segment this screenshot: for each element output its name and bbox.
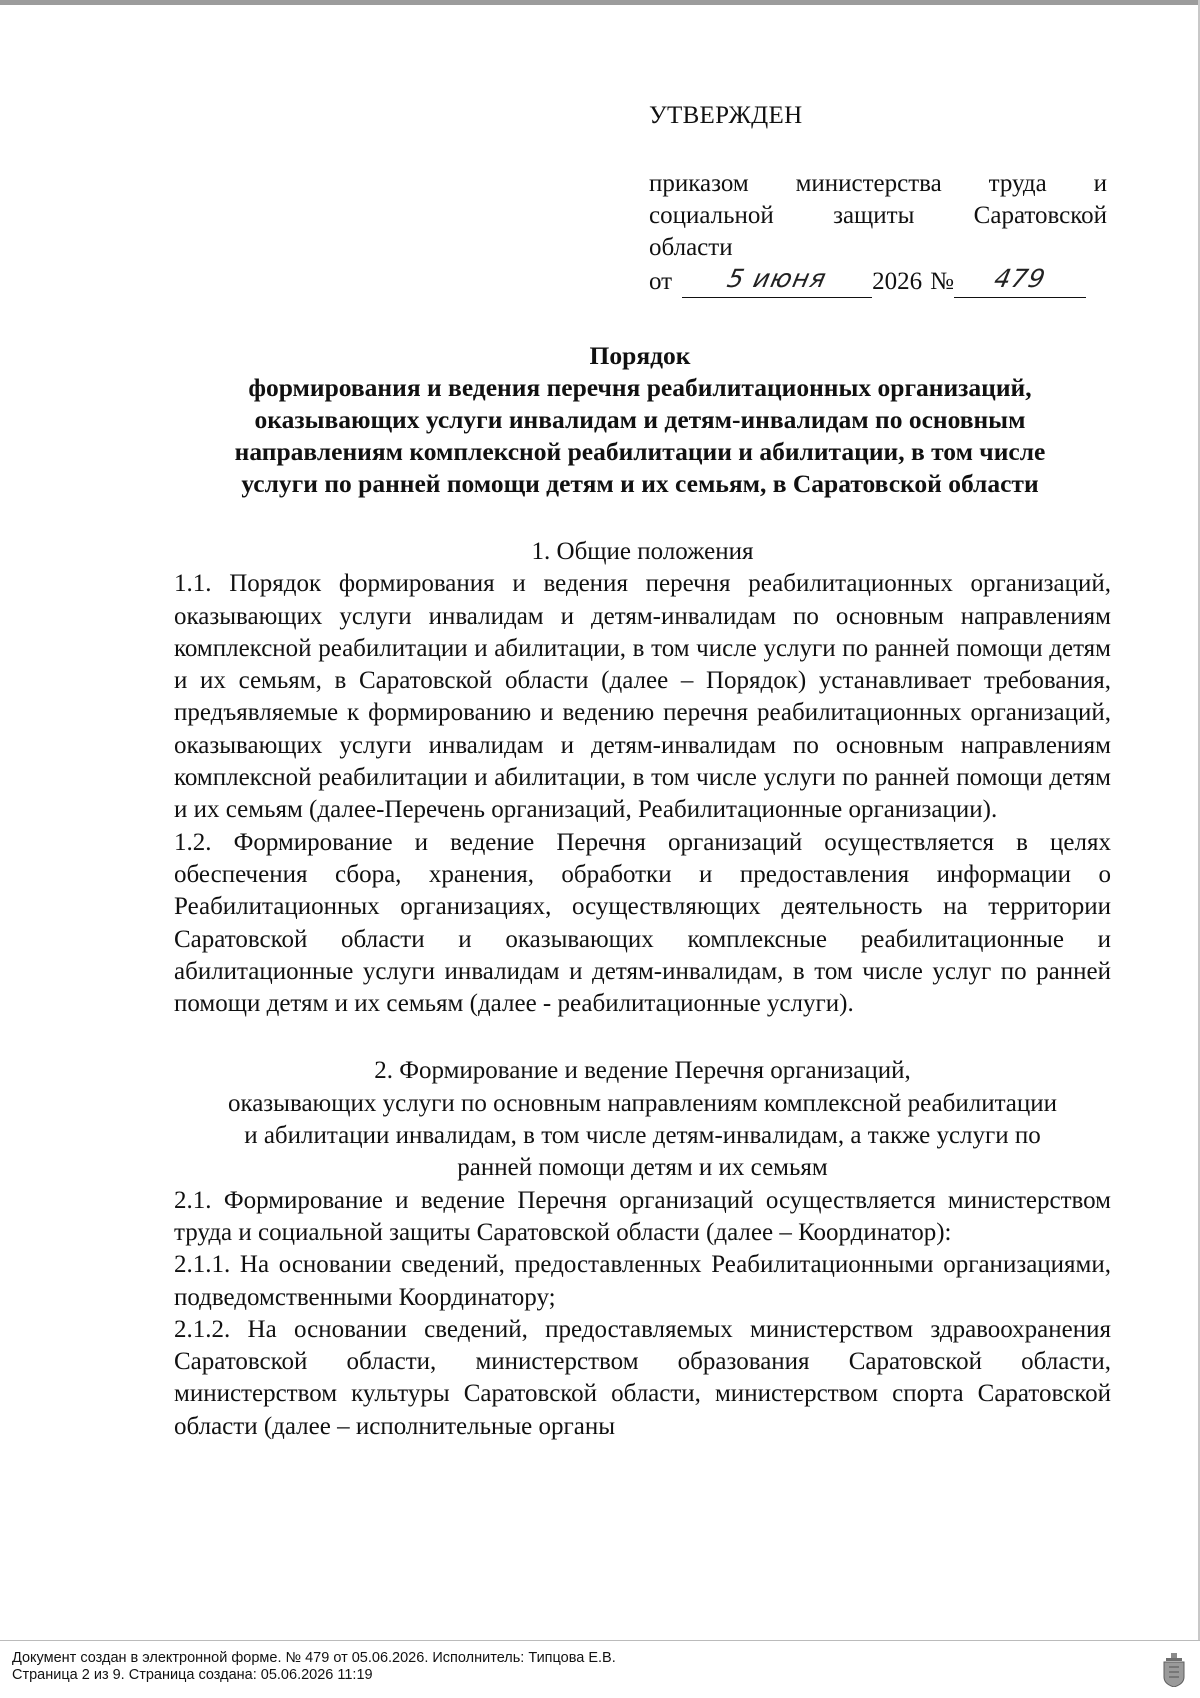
section2 [174, 1055, 1111, 1443]
title-line: направлениям комплексной реабилитации и абилитации, в том числе [234, 437, 1046, 466]
paragraph-2-1-1: 2.1.1. На основании сведений, предоставленных Реабилитационными организациями, подведомственными Координатору; [174, 1251, 1111, 1311]
approval-body [649, 168, 1107, 298]
order-prefix: от [649, 268, 673, 295]
section2-heading-line: оказывающих услуги по основным направлениям комплексной реабилитации [227, 1089, 1058, 1117]
order-date-field [682, 264, 872, 298]
section2-heading-line: и абилитации инвалидам, в том числе детям-инвалидам, а также услуги по [244, 1122, 1041, 1150]
approval-line: социальной защиты Саратовской [649, 202, 1107, 229]
coat-of-arms-icon [1162, 1653, 1186, 1687]
order-year: 2026 [872, 268, 923, 295]
footer-line-1: Документ создан в электронной форме. № 479 от 05.06.2026. Исполнитель: Типцова Е.В. [12, 1650, 616, 1666]
title-line: формирования и ведения перечня реабилитационных организаций, [248, 373, 1032, 402]
document-title [170, 340, 1110, 500]
paragraph-1-1: 1.1. Порядок формирования и ведения перечня реабилитационных организаций, оказывающих услуги инвалидам и детям-инвалидам по основным направлениям комплексной реабилитации и абилитации, в том числе услуги по ранней помощи детям и их семьям, в Саратовской области (далее – Порядок) устанавливает требования, предъявляемые к формированию и ведению перечня реабилитационных организаций, оказывающих услуги инвалидам и детям-инвалидам по основным направлениям комплексной реабилитации и абилитации, в том числе услуги по ранней помощи детям и их семьям (далее-Перечень организаций, Реабилитационные организации). [174, 570, 1111, 824]
approved-title: УТВЕРЖДЕН [649, 102, 803, 129]
paragraph-1-2: 1.2. Формирование и ведение Перечня организаций осуществляется в целях обеспечения сбора, хранения, обработки и предоставления информации о Реабилитационных организациях, осуществляющих деятельность на территории Саратовской области и оказывающих комплексные реабилитационные и абилитационные услуги инвалидам и детям-инвалидам, в том числе услуг по ранней помощи детям и их семьям (далее - реабилитационные услуги). [174, 828, 1111, 1018]
section2-heading-line: 2. Формирование и ведение Перечня организаций, [374, 1057, 911, 1085]
title-heading: Порядок [589, 341, 691, 370]
title-line: услуги по ранней помощи детям и их семьям, в Саратовской области [241, 469, 1039, 498]
electronic-document-footer [0, 1640, 1200, 1698]
document-body [174, 536, 1111, 1443]
footer-text [12, 1650, 616, 1684]
title-line: оказывающих услуги инвалидам и детям-инвалидам по основным [254, 405, 1026, 434]
paragraph-2-1: 2.1. Формирование и ведение Перечня организаций осуществляется министерством труда и социальной защиты Саратовской области (далее – Координатор): [174, 1186, 1111, 1246]
scan-top-edge [0, 0, 1200, 5]
order-line [649, 266, 1107, 298]
approval-block [649, 100, 1107, 298]
order-number-sign: № [930, 268, 954, 295]
order-number-handwritten: 479 [991, 264, 1049, 293]
section1-heading: 1. Общие положения [531, 538, 754, 565]
section2-heading-line: ранней помощи детям и их семьям [457, 1154, 828, 1182]
footer-line-2: Страница 2 из 9. Страница создана: 05.06.2026 11:19 [12, 1667, 373, 1683]
paragraph-2-1-2: 2.1.2. На основании сведений, предоставляемых министерством здравоохранения Саратовской области, министерством образования Саратовской области, министерством культуры Саратовской области, министерством спорта Саратовской области (далее – исполнительные органы [174, 1315, 1111, 1440]
approval-line: приказом министерства труда и [649, 170, 1107, 197]
approval-line: области [649, 234, 733, 261]
order-date-handwritten: 5 июня [724, 264, 830, 293]
order-number-field [954, 264, 1086, 298]
